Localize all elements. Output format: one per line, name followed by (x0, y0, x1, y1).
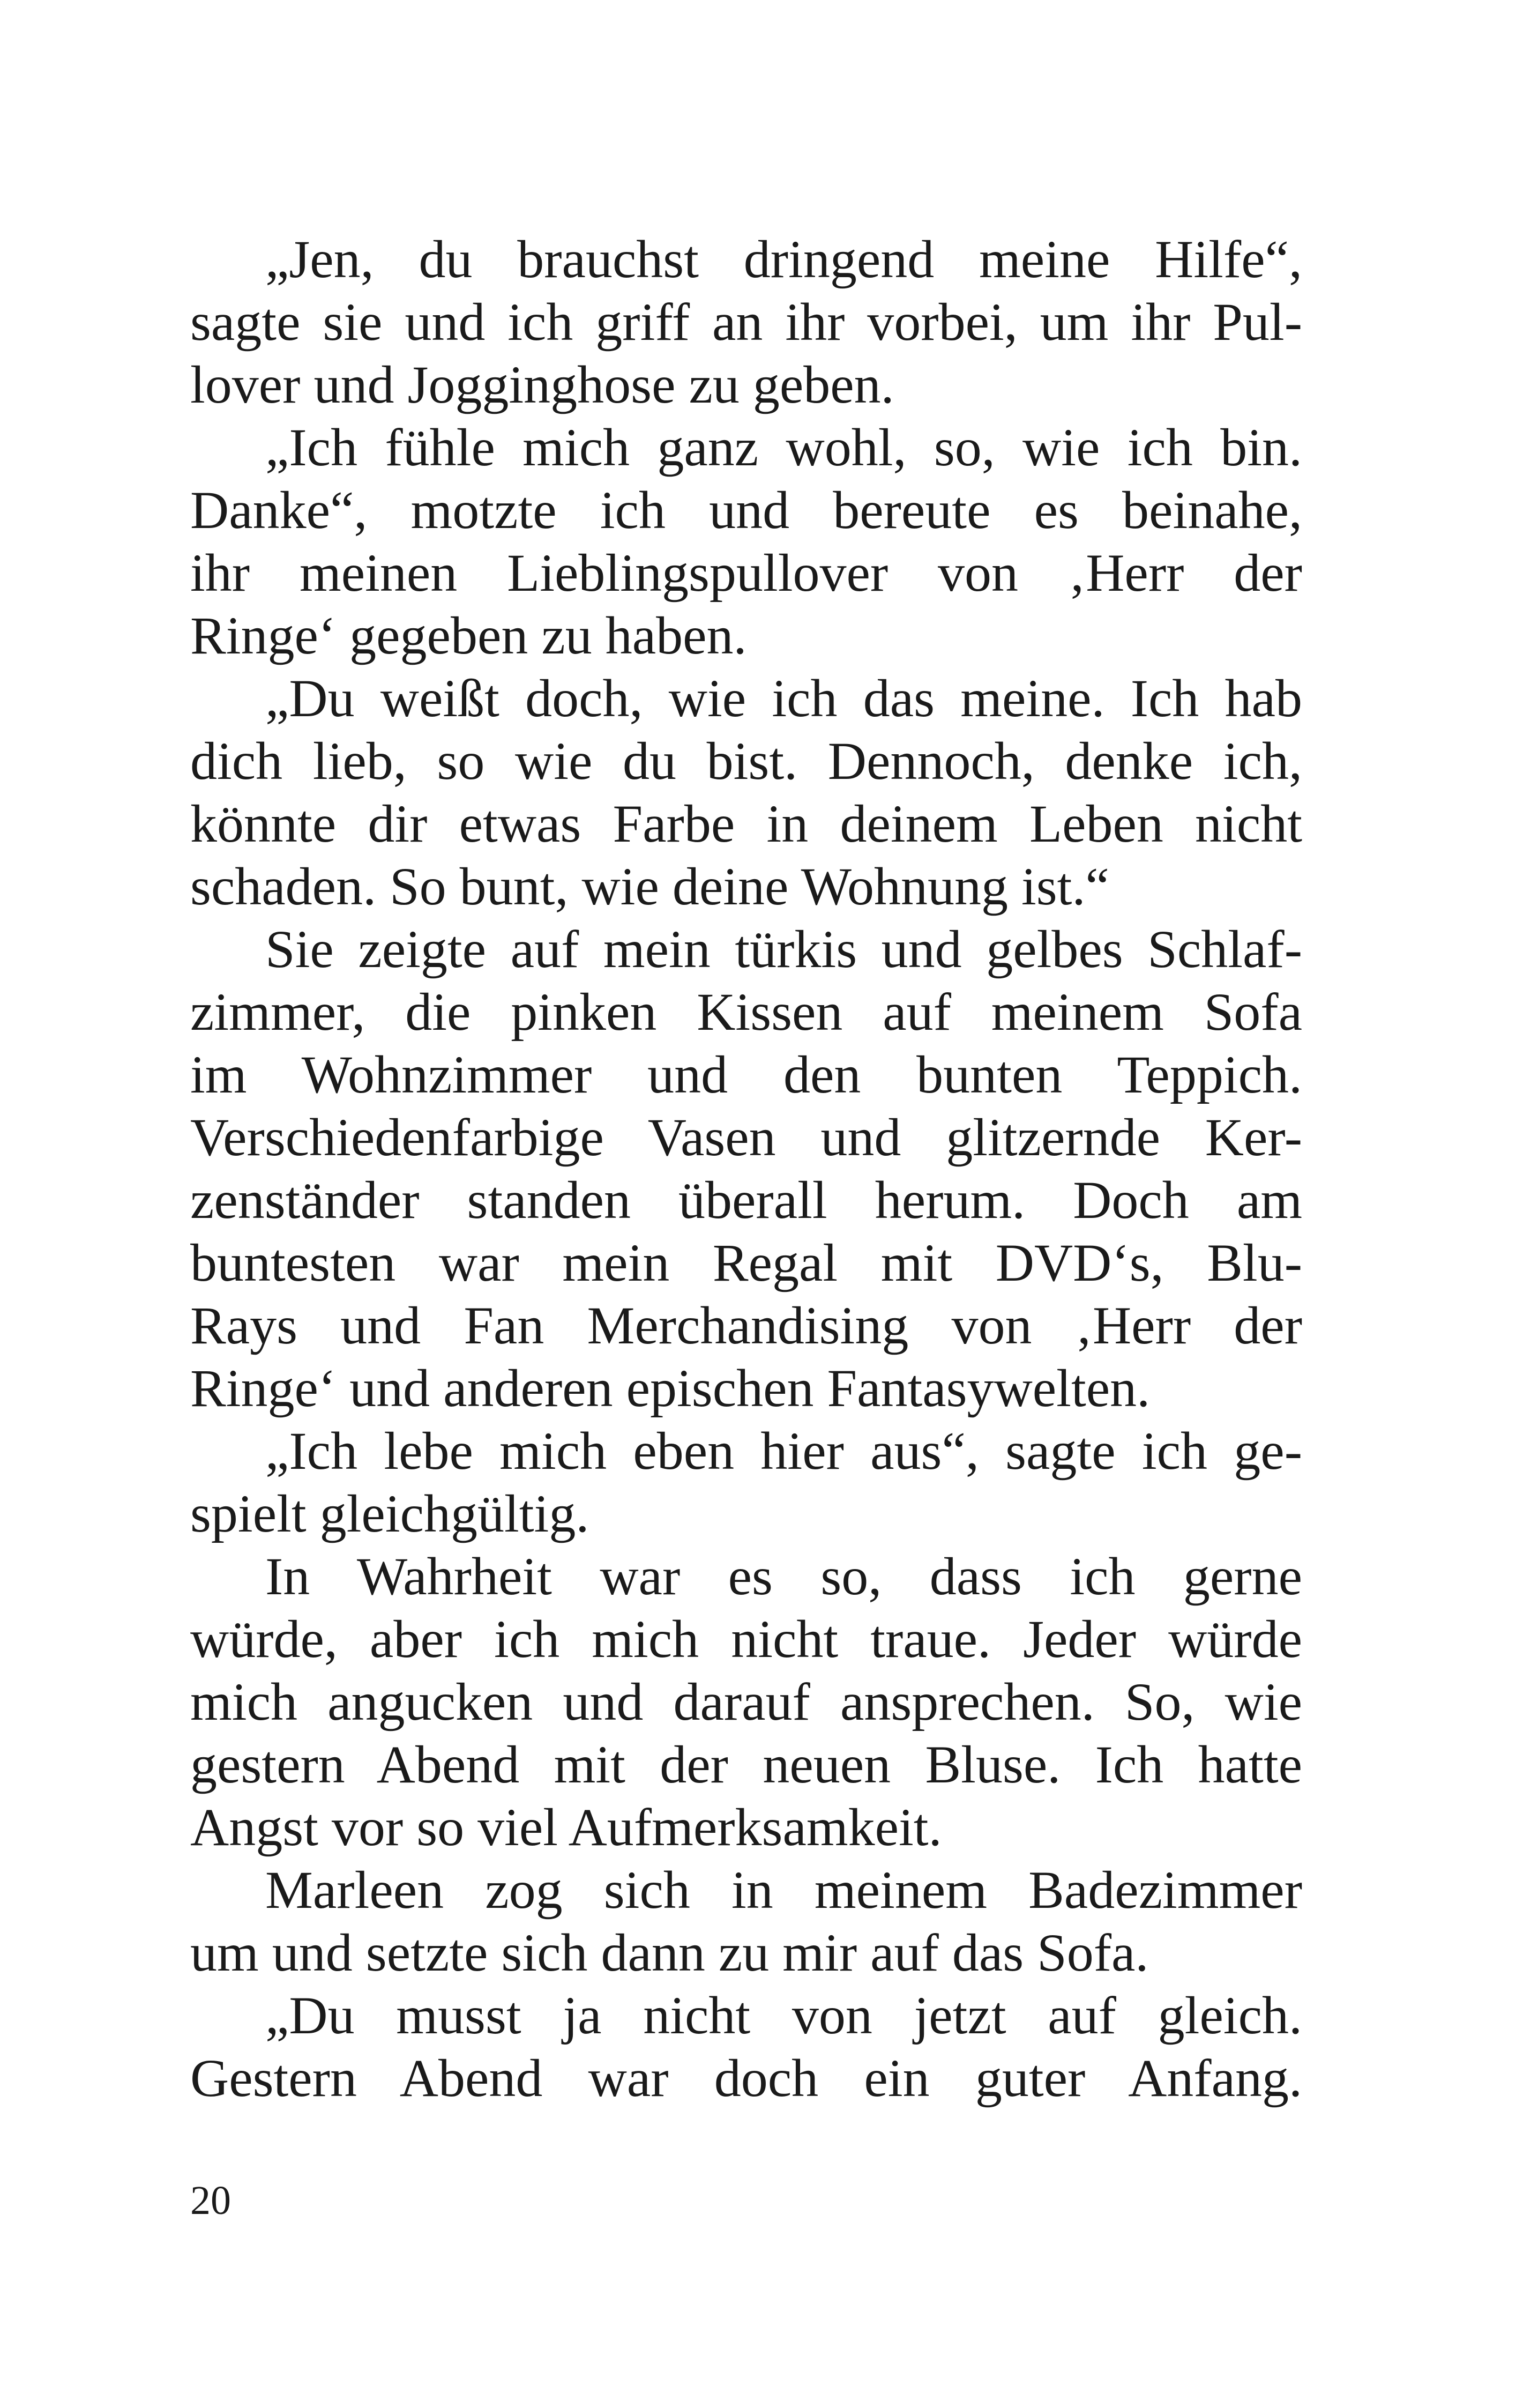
text-line: lover und Jogginghose zu geben. (190, 355, 894, 414)
text-line: „Ich lebe mich eben hier aus“, sagte ich ge- (265, 1421, 1302, 1481)
text-line: „Jen, du brauchst dringend meine Hilfe“, (265, 229, 1302, 289)
text-line: würde, aber ich mich nicht traue. Jeder würde (190, 1609, 1302, 1669)
text-line: Rays und Fan Merchandising von ‚Herr der (190, 1296, 1302, 1355)
text-line: mich angucken und darauf ansprechen. So, wie (190, 1672, 1302, 1731)
text-line: „Du weißt doch, wie ich das meine. Ich hab (265, 668, 1302, 728)
text-line: buntesten war mein Regal mit DVD‘s, Blu- (190, 1233, 1302, 1292)
text-line: zimmer, die pinken Kissen auf meinem Sofa (190, 982, 1302, 1042)
text-line: um und setzte sich dann zu mir auf das Sofa. (190, 1923, 1149, 1982)
text-line: spielt gleichgültig. (190, 1484, 589, 1543)
text-line: sagte sie und ich griff an ihr vorbei, um ihr Pul- (190, 292, 1302, 352)
text-line: Marleen zog sich in meinem Badezimmer (265, 1860, 1302, 1920)
text-line: Verschiedenfarbige Vasen und glitzernde Ker- (190, 1108, 1302, 1167)
text-line: Ringe‘ und anderen epischen Fantasywelten. (190, 1358, 1151, 1418)
text-line: zenständer standen überall herum. Doch am (190, 1170, 1302, 1230)
text-line: könnte dir etwas Farbe in deinem Leben nicht (190, 794, 1302, 853)
text-line: „Ich fühle mich ganz wohl, so, wie ich bin. (265, 418, 1302, 477)
text-line: Ringe‘ gegeben zu haben. (190, 606, 747, 665)
text-line: Gestern Abend war doch ein guter Anfang. (190, 2048, 1302, 2108)
text-line: Angst vor so viel Aufmerksamkeit. (190, 1797, 942, 1857)
text-line: gestern Abend mit der neuen Bluse. Ich hatte (190, 1735, 1302, 1794)
body-text (190, 228, 1302, 2109)
text-line: „Du musst ja nicht von jetzt auf gleich. (265, 1986, 1302, 2045)
text-line: Danke“, motzte ich und bereute es beinahe, (190, 480, 1302, 540)
text-line: im Wohnzimmer und den bunten Teppich. (190, 1045, 1302, 1104)
text-line: dich lieb, so wie du bist. Dennoch, denke ich, (190, 731, 1302, 791)
text-line: ihr meinen Lieblingspullover von ‚Herr der (190, 543, 1302, 603)
text-line: In Wahrheit war es so, dass ich gerne (265, 1547, 1302, 1606)
page-number: 20 (190, 2178, 231, 2223)
text-line: Sie zeigte auf mein türkis und gelbes Schlaf- (265, 919, 1302, 979)
text-line: schaden. So bunt, wie deine Wohnung ist.“ (190, 857, 1109, 916)
